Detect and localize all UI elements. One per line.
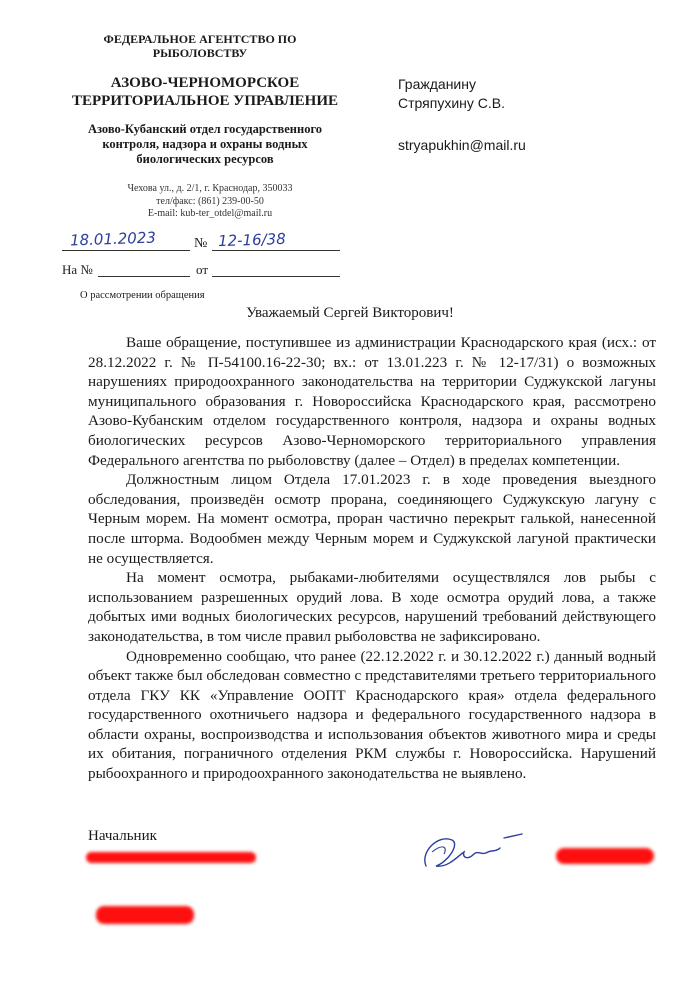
- paragraph-3: На момент осмотра, рыбаками-любителями осуществлялся лов рыбы с использованием разрешенных орудий лова. В ходе осмотра орудий лова, а также добытых ими водных биологических ресурсов, нарушений требований действующего законодательства, в том числе правил рыболовства не зафиксировано.: [88, 569, 656, 645]
- recipient-block: [398, 75, 505, 113]
- subdivision-name: Азово-Кубанский отдел государственного контроля, надзора и охраны водных биологических ресурсов: [87, 122, 323, 166]
- paragraph-1: Ваше обращение, поступившее из администрации Краснодарского края (исх.: от 28.12.2022 г. № П-54100.16-22-30; вх.: от 13.01.223 г. № 12-17/31) о возможных нарушениях природоохранного законодательства на территории Суджукской лагуны муниципального образования г. Новороссийска Краснодарского края, рассмотрено Азово-Кубанским отделом государственного контроля, надзора и охраны водных биологических ресурсов Азово-Черноморского территориального управления Федерального агентства по рыболовству (далее – Отдел) в пределах компетенции.: [88, 334, 656, 469]
- redacted-executor: [96, 906, 194, 924]
- agency-name: ФЕДЕРАЛЬНОЕ АГЕНТСТВО ПО РЫБОЛОВСТВУ: [103, 32, 297, 60]
- address-phone: тел/факс: (861) 239-00-50: [156, 195, 264, 207]
- redacted-position-detail: [86, 852, 256, 863]
- date-underline: [62, 250, 190, 251]
- address-email: E-mail: kub-ter_otdel@mail.ru: [147, 208, 273, 219]
- reference-from-label: от: [196, 262, 209, 277]
- subject-line: О рассмотрении обращения: [80, 290, 205, 301]
- registration-number-label: №: [194, 236, 208, 251]
- ref-underline: [98, 276, 190, 277]
- number-underline: [212, 250, 340, 251]
- greeting: Уважаемый Сергей Викторович!: [246, 305, 454, 321]
- recipient-title: Гражданину: [398, 76, 476, 92]
- paragraph-4: Одновременно сообщаю, что ранее (22.12.2022 г. и 30.12.2022 г.) данный водный объект также был обследован совместно с представителями третьего территориального отдела ГКУ КК «Управление ООПТ Краснодарского края» отдела федерального государственного охотничьего надзора и федерального государственного надзора в области охраны, воспроизводства и использования объектов животного мира и среды их обитания, пограничного отделения РКМ службы г. Новороссийска. Нарушений рыбоохранного и природоохранного законодательства не выявлено.: [88, 647, 656, 783]
- letter-body: [88, 333, 656, 784]
- paragraph-2: Должностным лицом Отдела 17.01.2023 г. в ходе проведения выездного обследования, произведён осмотр прорана, соединяющего Суджукскую лагуну с Черным морем. На момент осмотра, проран частично перекрыт галькой, нанесенной после шторма. Водообмен между Черным морем и Суджукской лагуной практически не осуществляется.: [88, 471, 656, 567]
- signatory-position: Начальник: [88, 828, 157, 844]
- recipient-email: stryapukhin@mail.ru: [398, 137, 526, 153]
- address-block: [110, 183, 310, 221]
- reference-number-label: На №: [62, 262, 93, 277]
- registration-number: 12-16/38: [217, 229, 287, 251]
- ref-from-underline: [212, 276, 340, 277]
- handwritten-signature: [418, 822, 528, 882]
- registration-date: 18.01.2023: [69, 228, 157, 250]
- redacted-signatory-name: [556, 848, 654, 864]
- recipient-name: Стряпухину С.В.: [398, 95, 505, 111]
- department-name: АЗОВО-ЧЕРНОМОРСКОЕ ТЕРРИТОРИАЛЬНОЕ УПРАВЛЕНИЕ: [71, 75, 339, 109]
- address-street: Чехова ул., д. 2/1, г. Краснодар, 350033: [127, 183, 293, 194]
